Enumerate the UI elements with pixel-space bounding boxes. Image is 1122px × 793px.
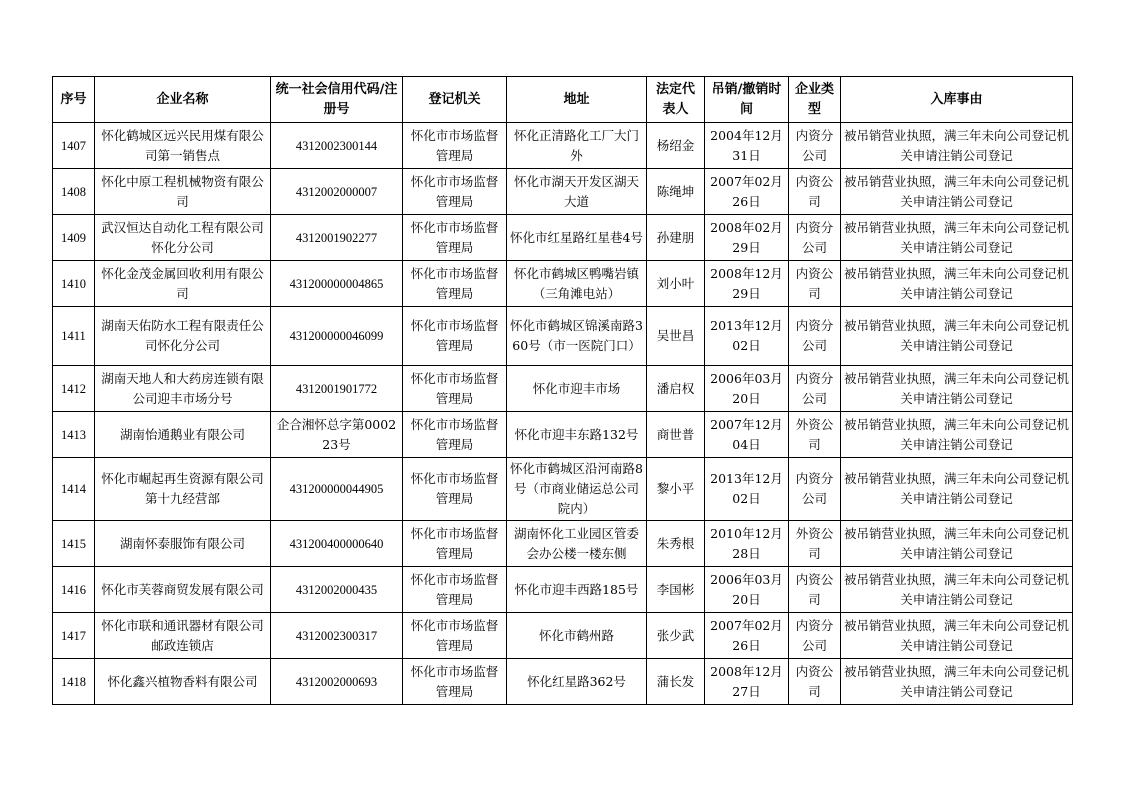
- reason-cell: 被吊销营业执照，满三年未向公司登记机关申请注销公司登记: [841, 412, 1073, 458]
- credit-code-cell: 4312002000693: [271, 659, 403, 705]
- type-cell: 内资分公司: [789, 458, 841, 521]
- date-cell: 2006年03月20日: [705, 366, 789, 412]
- authority-cell: 怀化市市场监督管理局: [403, 412, 507, 458]
- header-revocation-date: 吊销/撤销时间: [705, 77, 789, 123]
- date-cell: 2007年02月26日: [705, 169, 789, 215]
- credit-code-cell: 431200000046099: [271, 307, 403, 366]
- header-serial: 序号: [53, 77, 95, 123]
- address-cell: 怀化市鹤城区鸭嘴岩镇（三角滩电站）: [507, 261, 647, 307]
- representative-cell: 陈绳坤: [647, 169, 705, 215]
- date-cell: 2008年02月29日: [705, 215, 789, 261]
- table-row: [53, 261, 1073, 307]
- company-name-cell: 怀化市芙蓉商贸发展有限公司: [95, 567, 271, 613]
- reason-cell: 被吊销营业执照，满三年未向公司登记机关申请注销公司登记: [841, 521, 1073, 567]
- date-cell: 2008年12月29日: [705, 261, 789, 307]
- authority-cell: 怀化市市场监督管理局: [403, 169, 507, 215]
- credit-code-cell: 431200000004865: [271, 261, 403, 307]
- representative-cell: 杨绍金: [647, 123, 705, 169]
- type-cell: 内资公司: [789, 261, 841, 307]
- address-cell: 怀化市迎丰市场: [507, 366, 647, 412]
- header-legal-representative: 法定代表人: [647, 77, 705, 123]
- date-cell: 2008年12月27日: [705, 659, 789, 705]
- authority-cell: 怀化市市场监督管理局: [403, 613, 507, 659]
- serial-cell: 1408: [53, 169, 95, 215]
- company-name-cell: 湖南天佑防水工程有限责任公司怀化分公司: [95, 307, 271, 366]
- table-row: [53, 613, 1073, 659]
- authority-cell: 怀化市市场监督管理局: [403, 215, 507, 261]
- date-cell: 2004年12月31日: [705, 123, 789, 169]
- header-company-type: 企业类型: [789, 77, 841, 123]
- date-cell: 2007年02月26日: [705, 613, 789, 659]
- serial-cell: 1418: [53, 659, 95, 705]
- table-row: [53, 659, 1073, 705]
- address-cell: 怀化市迎丰东路132号: [507, 412, 647, 458]
- header-company-name: 企业名称: [95, 77, 271, 123]
- reason-cell: 被吊销营业执照，满三年未向公司登记机关申请注销公司登记: [841, 307, 1073, 366]
- reason-cell: 被吊销营业执照，满三年未向公司登记机关申请注销公司登记: [841, 567, 1073, 613]
- revoked-enterprise-table: [52, 76, 1073, 705]
- authority-cell: 怀化市市场监督管理局: [403, 307, 507, 366]
- header-address: 地址: [507, 77, 647, 123]
- company-name-cell: 怀化市联和通讯器材有限公司邮政连锁店: [95, 613, 271, 659]
- table-row: [53, 458, 1073, 521]
- company-name-cell: 怀化鑫兴植物香料有限公司: [95, 659, 271, 705]
- company-name-cell: 湖南怀泰服饰有限公司: [95, 521, 271, 567]
- type-cell: 内资公司: [789, 567, 841, 613]
- authority-cell: 怀化市市场监督管理局: [403, 366, 507, 412]
- credit-code-cell: 4312002300144: [271, 123, 403, 169]
- address-cell: 怀化市红星路红星巷4号: [507, 215, 647, 261]
- company-name-cell: 怀化中原工程机械物资有限公司: [95, 169, 271, 215]
- serial-cell: 1414: [53, 458, 95, 521]
- credit-code-cell: 4312002000435: [271, 567, 403, 613]
- date-cell: 2006年03月20日: [705, 567, 789, 613]
- credit-code-cell: 4312002300317: [271, 613, 403, 659]
- credit-code-cell: 431200000044905: [271, 458, 403, 521]
- address-cell: 怀化红星路362号: [507, 659, 647, 705]
- serial-cell: 1413: [53, 412, 95, 458]
- credit-code-cell: 4312002000007: [271, 169, 403, 215]
- table-row: [53, 169, 1073, 215]
- company-name-cell: 湖南天地人和大药房连锁有限公司迎丰市场分号: [95, 366, 271, 412]
- serial-cell: 1407: [53, 123, 95, 169]
- type-cell: 内资分公司: [789, 307, 841, 366]
- address-cell: 怀化市鹤城区锦溪南路360号（市一医院门口）: [507, 307, 647, 366]
- representative-cell: 商世普: [647, 412, 705, 458]
- serial-cell: 1410: [53, 261, 95, 307]
- table-body: [53, 123, 1073, 705]
- reason-cell: 被吊销营业执照，满三年未向公司登记机关申请注销公司登记: [841, 366, 1073, 412]
- authority-cell: 怀化市市场监督管理局: [403, 659, 507, 705]
- representative-cell: 张少武: [647, 613, 705, 659]
- reason-cell: 被吊销营业执照，满三年未向公司登记机关申请注销公司登记: [841, 123, 1073, 169]
- authority-cell: 怀化市市场监督管理局: [403, 458, 507, 521]
- reason-cell: 被吊销营业执照，满三年未向公司登记机关申请注销公司登记: [841, 261, 1073, 307]
- table-row: [53, 521, 1073, 567]
- type-cell: 内资分公司: [789, 215, 841, 261]
- type-cell: 内资公司: [789, 169, 841, 215]
- company-name-cell: 湖南怡通鹅业有限公司: [95, 412, 271, 458]
- address-cell: 怀化正清路化工厂大门外: [507, 123, 647, 169]
- table-row: [53, 307, 1073, 366]
- representative-cell: 蒲长发: [647, 659, 705, 705]
- reason-cell: 被吊销营业执照，满三年未向公司登记机关申请注销公司登记: [841, 659, 1073, 705]
- header-registration-authority: 登记机关: [403, 77, 507, 123]
- table-header-row: [53, 77, 1073, 123]
- reason-cell: 被吊销营业执照，满三年未向公司登记机关申请注销公司登记: [841, 215, 1073, 261]
- company-name-cell: 武汉恒达自动化工程有限公司怀化分公司: [95, 215, 271, 261]
- table-row: [53, 412, 1073, 458]
- table-row: [53, 215, 1073, 261]
- credit-code-cell: 431200400000640: [271, 521, 403, 567]
- credit-code-cell: 企合湘怀总字第000223号: [271, 412, 403, 458]
- type-cell: 外资公司: [789, 412, 841, 458]
- address-cell: 怀化市迎丰西路185号: [507, 567, 647, 613]
- table-row: [53, 567, 1073, 613]
- serial-cell: 1412: [53, 366, 95, 412]
- type-cell: 内资分公司: [789, 366, 841, 412]
- representative-cell: 潘启权: [647, 366, 705, 412]
- serial-cell: 1417: [53, 613, 95, 659]
- type-cell: 内资分公司: [789, 123, 841, 169]
- date-cell: 2013年12月02日: [705, 458, 789, 521]
- company-name-cell: 怀化市崛起再生资源有限公司第十九经营部: [95, 458, 271, 521]
- type-cell: 内资分公司: [789, 613, 841, 659]
- representative-cell: 吴世昌: [647, 307, 705, 366]
- representative-cell: 李国彬: [647, 567, 705, 613]
- credit-code-cell: 4312001901772: [271, 366, 403, 412]
- company-name-cell: 怀化鹤城区远兴民用煤有限公司第一销售点: [95, 123, 271, 169]
- reason-cell: 被吊销营业执照，满三年未向公司登记机关申请注销公司登记: [841, 458, 1073, 521]
- serial-cell: 1409: [53, 215, 95, 261]
- authority-cell: 怀化市市场监督管理局: [403, 261, 507, 307]
- date-cell: 2010年12月28日: [705, 521, 789, 567]
- credit-code-cell: 4312001902277: [271, 215, 403, 261]
- table-row: [53, 366, 1073, 412]
- representative-cell: 孙建朋: [647, 215, 705, 261]
- type-cell: 外资公司: [789, 521, 841, 567]
- date-cell: 2013年12月02日: [705, 307, 789, 366]
- address-cell: 怀化市湖天开发区湖天大道: [507, 169, 647, 215]
- date-cell: 2007年12月04日: [705, 412, 789, 458]
- reason-cell: 被吊销营业执照，满三年未向公司登记机关申请注销公司登记: [841, 169, 1073, 215]
- type-cell: 内资公司: [789, 659, 841, 705]
- serial-cell: 1416: [53, 567, 95, 613]
- serial-cell: 1415: [53, 521, 95, 567]
- representative-cell: 刘小叶: [647, 261, 705, 307]
- address-cell: 怀化市鹤州路: [507, 613, 647, 659]
- serial-cell: 1411: [53, 307, 95, 366]
- company-name-cell: 怀化金茂金属回收利用有限公司: [95, 261, 271, 307]
- reason-cell: 被吊销营业执照，满三年未向公司登记机关申请注销公司登记: [841, 613, 1073, 659]
- table-row: [53, 123, 1073, 169]
- address-cell: 湖南怀化工业园区管委会办公楼一楼东侧: [507, 521, 647, 567]
- authority-cell: 怀化市市场监督管理局: [403, 521, 507, 567]
- authority-cell: 怀化市市场监督管理局: [403, 123, 507, 169]
- address-cell: 怀化市鹤城区沿河南路8号（市商业储运总公司院内）: [507, 458, 647, 521]
- representative-cell: 黎小平: [647, 458, 705, 521]
- authority-cell: 怀化市市场监督管理局: [403, 567, 507, 613]
- representative-cell: 朱秀根: [647, 521, 705, 567]
- header-credit-code: 统一社会信用代码/注册号: [271, 77, 403, 123]
- header-reason: 入库事由: [841, 77, 1073, 123]
